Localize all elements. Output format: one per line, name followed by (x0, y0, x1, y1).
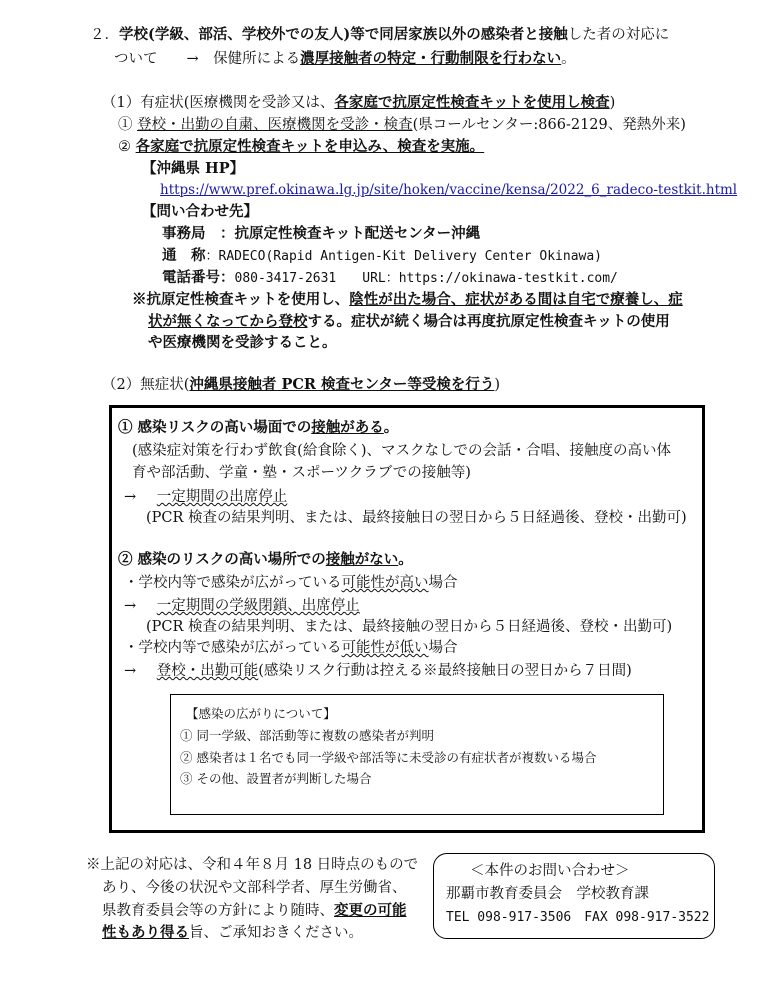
case-2-b: 接触がない (325, 551, 399, 568)
item-number: ① (118, 117, 133, 133)
alias-label: 通 称 (162, 247, 206, 264)
section-title-bold: 学校(学級、部活、学校外での友人)等で同居家族以外の感染者と接触 (119, 26, 568, 43)
footer-line-4-a: 性もあり得る (102, 924, 189, 941)
symptomatic-head-c: ) (609, 95, 616, 111)
symptomatic-head-a: （1）有症状(医療機関を受診又は、 (102, 95, 335, 111)
footer-line-4-b: 旨、ご承知おきください。 (189, 925, 363, 941)
contact-tel-fax: TEL 098-917-3506 FAX 098-917-3522 (446, 910, 710, 925)
alias-value: ：RADECO(Rapid Antigen-Kit Delivery Center Okinawa) (205, 249, 603, 264)
case-1-result (124, 487, 287, 507)
contact-org: 那覇市教育委員会 学校教育課 (446, 886, 649, 902)
arrow-icon: → (124, 489, 137, 505)
case-1-detail-1: (感染症対策を行わず飲食(給食除く)、マスクなしでの会話・合唱、接触度の高い体 (132, 443, 671, 459)
case-2-result-2-note: (感染リスク行動は控える※最終接触日の翌日から７日間) (258, 663, 632, 679)
symptomatic-heading (102, 93, 615, 113)
case-2-low-a: ・学校内等で感染が広がっている (124, 640, 342, 656)
spread-item-1: ① 同一学級、部活動等に複数の感染者が判明 (180, 728, 434, 743)
alias-line (162, 246, 602, 267)
case-2-high-c: 場合 (428, 575, 458, 591)
spread-heading: 【感染の広がりについて】 (186, 706, 336, 721)
phone-label: 電話番号： (162, 269, 235, 286)
case-2-note-1: (PCR 検査の結果判明、または、最終接触の翌日から５日経過後、登校・出勤可) (146, 619, 673, 635)
item-number: ② (118, 139, 131, 155)
case-2-low (124, 638, 458, 658)
antigen-note-line1 (132, 290, 683, 310)
symptomatic-item-1 (118, 115, 686, 135)
footer-line-3-b: 変更の可能 (334, 902, 407, 919)
section-sub-end: 。 (561, 51, 576, 67)
note-c: 状が無くなってから登校 (148, 313, 308, 330)
arrow-icon: → (124, 663, 137, 679)
spread-item-2: ② 感染者は１名でも同一学級や部活等に未受診の有症状者が複数いる場合 (180, 750, 597, 765)
hp-heading: 【沖縄県 HP】 (142, 160, 245, 177)
contact-title: ＜本件のお問い合わせ＞ (470, 863, 630, 879)
section-sub-text: ついて → 保健所による (114, 51, 301, 67)
symptomatic-item-2 (118, 137, 484, 157)
antigen-note-line3: や医療機関を受診すること。 (148, 334, 337, 351)
asymptomatic-head-c: ) (494, 377, 501, 393)
case-1-c: 。 (383, 419, 399, 436)
case-2-result-1 (124, 596, 360, 616)
case-2-high-b: 可能性が高い (341, 575, 429, 591)
hp-url-link[interactable] (160, 180, 737, 200)
section-number: ２． (90, 27, 119, 43)
asymptomatic-heading (102, 375, 500, 395)
arrow-icon: → (124, 598, 137, 614)
case-2-result-2-text: 登校・出勤可能 (156, 663, 259, 679)
office-line: 事務局 ：抗原定性検査キット配送センター沖縄 (162, 225, 481, 242)
case-2-result-1-text: 一定期間の学級閉鎖、出席停止 (156, 598, 360, 614)
case-1-note: (PCR 検査の結果判明、または、最終接触日の翌日から５日経過後、登校・出勤可) (146, 510, 687, 526)
footer-line-1: ※上記の対応は、令和４年８月 18 日時点のもので (86, 857, 419, 873)
asymptomatic-head-b: 沖縄県接触者 PCR 検査センター等受検を行う (189, 376, 495, 393)
phone-value: 080-3417-2631 URL：https://okinawa-testkit.com/ (234, 271, 618, 286)
case-2-high-a: ・学校内等で感染が広がっている (124, 575, 342, 591)
symptomatic-head-b: 各家庭で抗原定性検査キットを使用し検査 (334, 94, 610, 111)
footer-line-4 (102, 923, 363, 943)
case-1-heading (118, 418, 398, 438)
item-1-callcenter: (県コールセンター:866-2129、発熱外来) (412, 117, 686, 133)
section-subheading (114, 49, 576, 69)
spread-item-3: ③ その他、設置者が判断した場合 (180, 771, 372, 786)
case-2-high (124, 573, 458, 593)
phone-line (162, 268, 618, 289)
antigen-note-line2 (148, 312, 670, 332)
case-1-detail-2: 育や部活動、学童・塾・スポーツクラブでの接触等) (132, 465, 471, 481)
footer-line-3-a: 県教育委員会等の方針により随時、 (102, 903, 334, 919)
case-1-a: ① 感染リスクの高い場面での (118, 419, 312, 436)
footer-line-2: あり、今後の状況や文部科学者、厚生労働省、 (102, 880, 407, 896)
case-2-low-c: 場合 (428, 640, 458, 656)
asymptomatic-head-a: （2）無症状( (102, 377, 190, 393)
case-1-result-text: 一定期間の出席停止 (156, 489, 288, 505)
section-heading (90, 25, 669, 45)
case-2-a: ② 感染のリスクの高い場所での (118, 551, 326, 568)
case-2-low-b: 可能性が低い (341, 640, 429, 656)
inquiry-heading: 【問い合わせ先】 (142, 203, 258, 220)
note-a: ※抗原定性検査キットを使用し、 (132, 291, 350, 308)
footer-line-3 (102, 901, 407, 921)
no-restriction-text: 濃厚接触者の特定・行動制限を行わない (300, 50, 562, 67)
hp-url[interactable]: https://www.pref.okinawa.lg.jp/site/hoken/vaccine/kensa/2022_6_radeco-testkit.html (160, 182, 738, 198)
section-title-rest: した者の対応に (567, 27, 670, 43)
item-2-text: 各家庭で抗原定性検査キットを申込み、検査を実施。 (135, 138, 485, 155)
item-1-text: 登校・出勤の自粛、医療機関を受診・検査 (137, 117, 413, 133)
case-2-heading (118, 550, 413, 570)
case-1-b: 接触がある (311, 419, 384, 436)
case-2-c: 。 (398, 551, 413, 568)
case-2-result-2 (124, 661, 632, 681)
note-d: する。症状が続く場合は再度抗原定性検査キットの使用 (307, 313, 670, 330)
note-b: 陰性が出た場合、症状がある間は自宅で療養し、症 (349, 291, 683, 308)
